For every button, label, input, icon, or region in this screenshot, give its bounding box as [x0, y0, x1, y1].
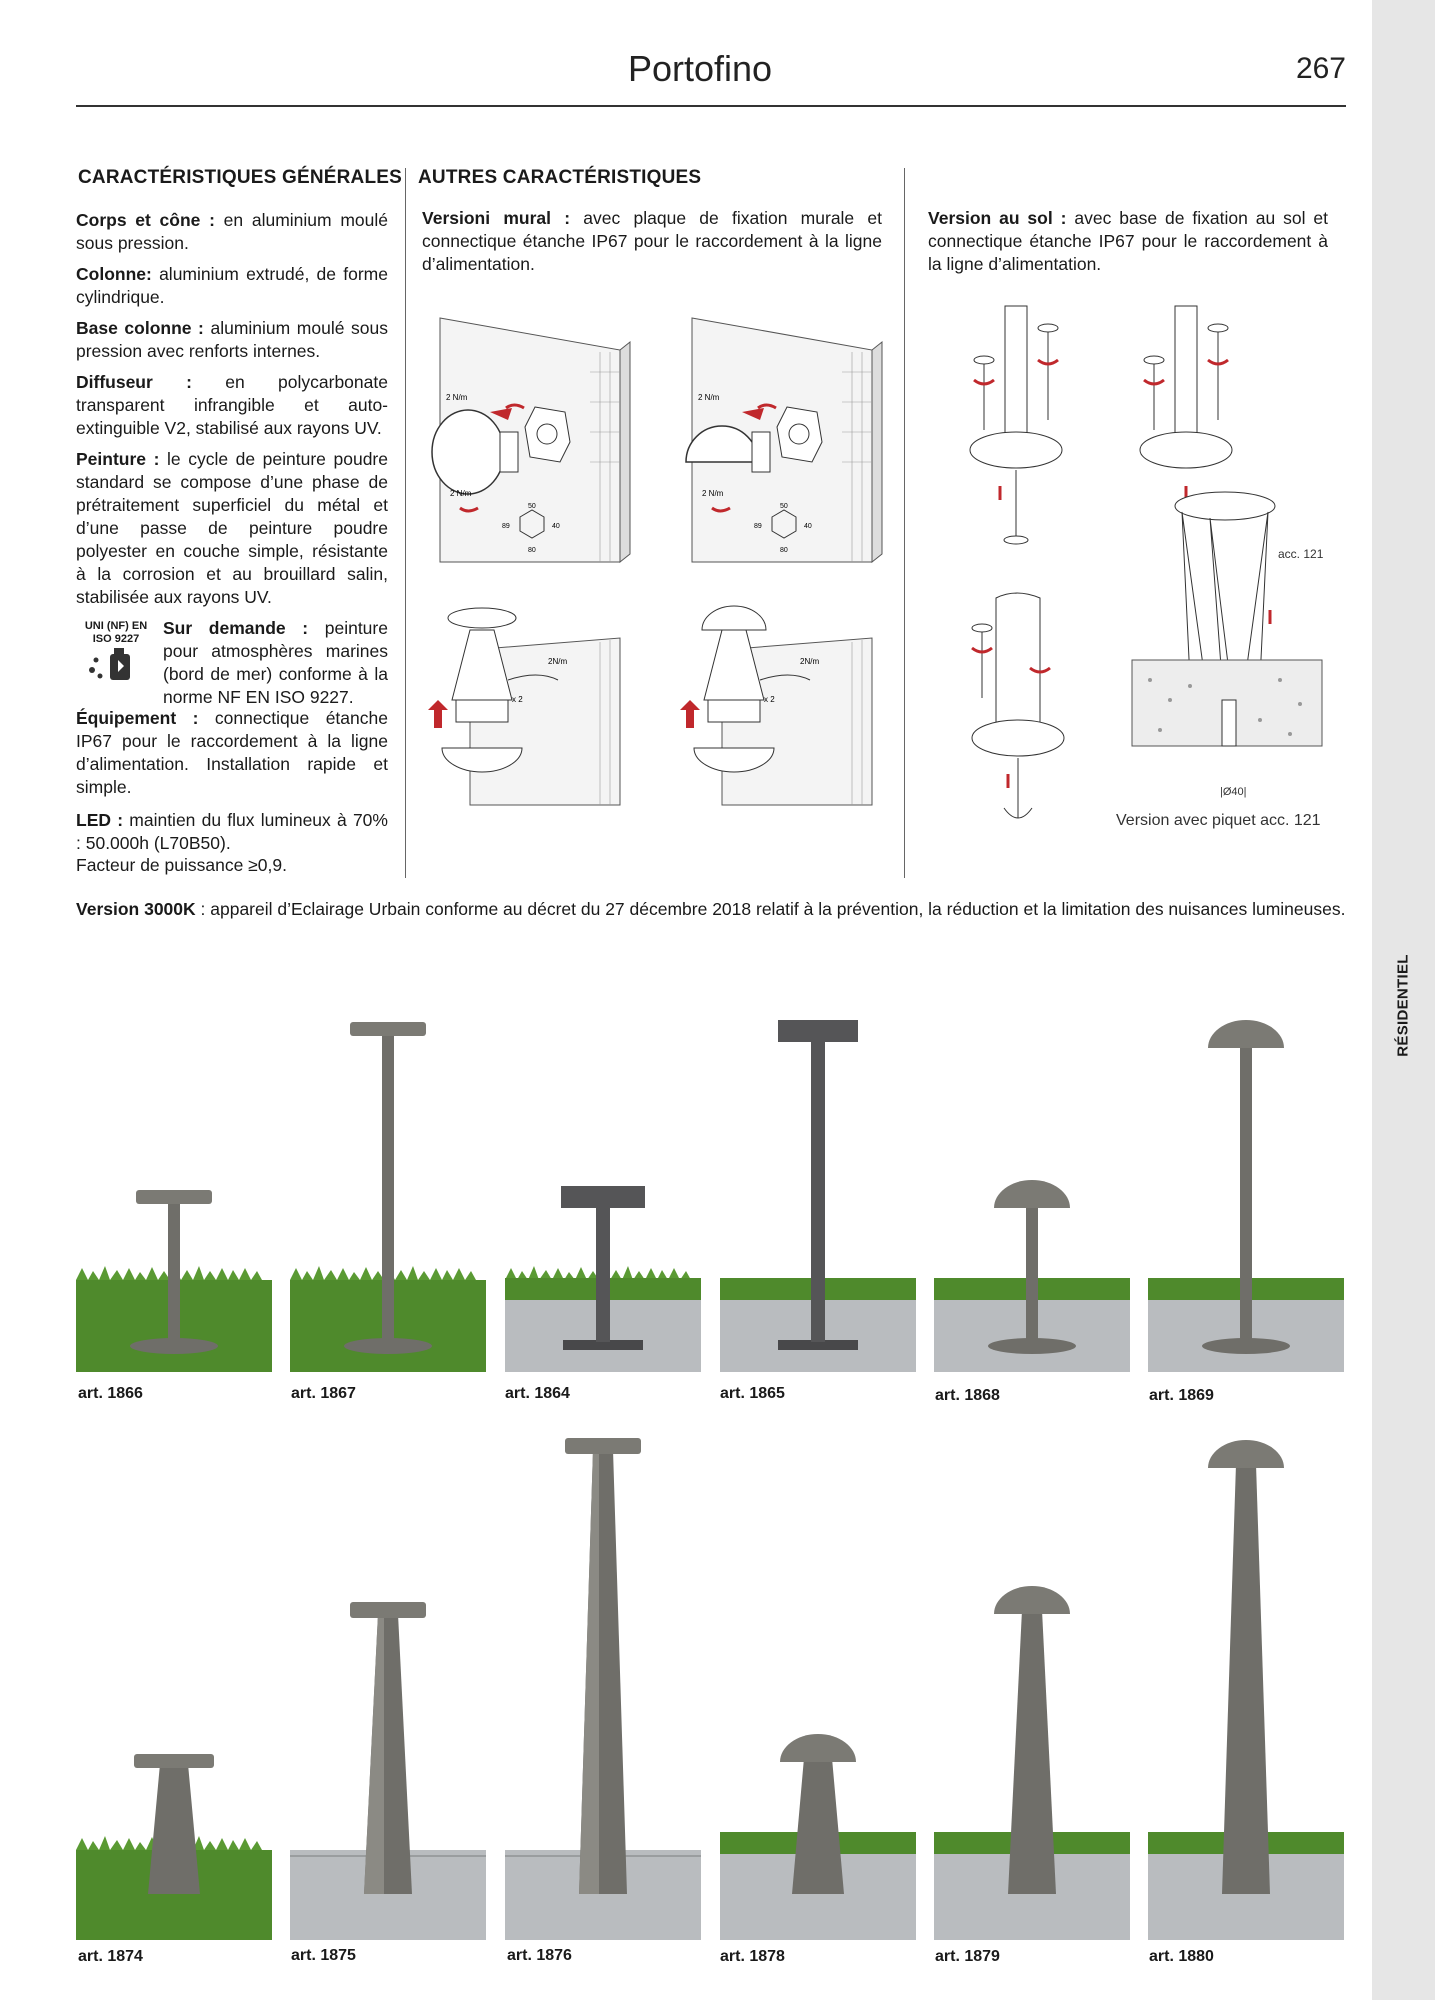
art-label: art. 1878	[720, 1948, 785, 1965]
svg-text:40: 40	[804, 523, 812, 530]
svg-text:50: 50	[528, 503, 536, 510]
product-1874	[76, 1430, 272, 1940]
art-label: art. 1864	[505, 1385, 570, 1402]
product-1875	[290, 1430, 486, 1940]
svg-text:80: 80	[528, 547, 536, 554]
svg-text:89: 89	[754, 523, 762, 530]
svg-text:acc. 121: acc. 121	[1278, 547, 1324, 561]
other-heading: AUTRES CARACTÉRISTIQUES	[418, 167, 702, 188]
section-label: RÉSIDENTIEL	[1394, 953, 1412, 1057]
product-1880	[1148, 1430, 1344, 1940]
art-label: art. 1875	[291, 1947, 356, 1964]
cone-assembly-diagram-2	[672, 600, 882, 810]
svg-text:2 N/m: 2 N/m	[702, 489, 724, 498]
iso-badge: UNI (NF) EN ISO 9227	[76, 620, 156, 700]
art-label: art. 1880	[1149, 1948, 1214, 1965]
product-1869	[1148, 1010, 1344, 1372]
svg-text:2 N/m: 2 N/m	[450, 489, 472, 498]
svg-text:x 2: x 2	[764, 695, 775, 704]
header-rule	[76, 105, 1346, 107]
svg-text:89: 89	[502, 523, 510, 530]
spray-bottle-icon	[86, 646, 146, 686]
column-divider-2	[904, 168, 905, 878]
wall-mount-diagram-1	[420, 312, 630, 572]
svg-text:2 N/m: 2 N/m	[698, 393, 720, 402]
spec-body: Corps et cône : en aluminium moulé sous pression.	[76, 210, 388, 253]
piquet-caption: Version avec piquet acc. 121	[1116, 812, 1321, 829]
ground-version-text: Version au sol : avec base de fixation au sol et connectique étanche IP67 pour le raccordement à la ligne d’alimentation.	[928, 208, 1328, 274]
general-heading: CARACTÉRISTIQUES GÉNÉRALES	[78, 167, 403, 188]
svg-text:2 N/m: 2 N/m	[446, 393, 468, 402]
art-label: art. 1876	[507, 1947, 572, 1964]
art-label: art. 1866	[78, 1385, 143, 1402]
column-divider-1	[405, 168, 406, 878]
product-1868	[934, 1010, 1130, 1372]
ground-base-diagram-2	[1130, 300, 1250, 520]
spec-power-factor: Facteur de puissance ≥0,9.	[76, 855, 287, 875]
wall-version-text: Versioni mural : avec plaque de fixation murale et connectique étanche IP67 pour le raccordement à la ligne d’alimentation.	[422, 208, 882, 274]
art-label: art. 1874	[78, 1948, 143, 1965]
svg-text:80: 80	[780, 547, 788, 554]
product-1866	[76, 1010, 272, 1372]
art-label: art. 1869	[1149, 1387, 1214, 1404]
spec-base: Base colonne : aluminium moulé sous pression avec renforts internes.	[76, 318, 388, 361]
svg-text:2N/m: 2N/m	[548, 657, 568, 666]
page-number: 267	[1295, 52, 1346, 85]
art-label: art. 1879	[935, 1948, 1000, 1965]
product-1865	[720, 1010, 916, 1372]
art-label: art. 1867	[291, 1385, 356, 1402]
product-1878	[720, 1430, 916, 1940]
product-1876	[505, 1430, 701, 1940]
spec-diffuser: Diffuseur : en polycarbonate transparent infrangible et auto-extinguible V2, stabilisé aux rayons UV.	[76, 372, 388, 438]
version-note: Version 3000K : appareil d’Eclairage Urbain conforme au décret du 27 décembre 2018 relatif à la prévention, la réduction et la limitation des nuisances lumineuses.	[76, 899, 1346, 919]
spec-paint: Peinture : le cycle de peinture poudre standard se compose d’une phase de prétraitement superficiel du métal et d’une passe de peinture poudre polyester en couche simple, résistante à la corrosion et au brouillard salin, stabilisée aux rayons UV.	[76, 449, 388, 607]
art-label: art. 1868	[935, 1387, 1000, 1404]
spec-equipment: Équipement : connectique étanche IP67 pour le raccordement à la ligne d’alimentation. Installation rapide et simple.	[76, 708, 388, 797]
ground-spike-diagram	[1130, 490, 1330, 798]
svg-text:|Ø40|: |Ø40|	[1220, 786, 1247, 798]
product-1867	[290, 1010, 486, 1372]
spec-on-demand: Sur demande : peinture pour atmosphères marines (bord de mer) conforme à la norme NF EN ISO 9227.	[163, 618, 388, 707]
svg-text:50: 50	[780, 503, 788, 510]
ground-base-diagram-3	[960, 588, 1080, 828]
product-1864	[505, 1010, 701, 1372]
svg-text:x 2: x 2	[512, 695, 523, 704]
svg-text:2N/m: 2N/m	[800, 657, 820, 666]
product-1879	[934, 1430, 1130, 1940]
art-label: art. 1865	[720, 1385, 785, 1402]
spec-led: LED : maintien du flux lumineux à 70% : 50.000h (L70B50).	[76, 810, 388, 853]
spec-column: Colonne: aluminium extrudé, de forme cylindrique.	[76, 264, 388, 307]
wall-mount-diagram-2	[672, 312, 882, 572]
cone-assembly-diagram-1	[420, 600, 630, 810]
ground-base-diagram-1	[960, 300, 1080, 560]
svg-text:40: 40	[552, 523, 560, 530]
page-title: Portofino	[627, 48, 773, 89]
